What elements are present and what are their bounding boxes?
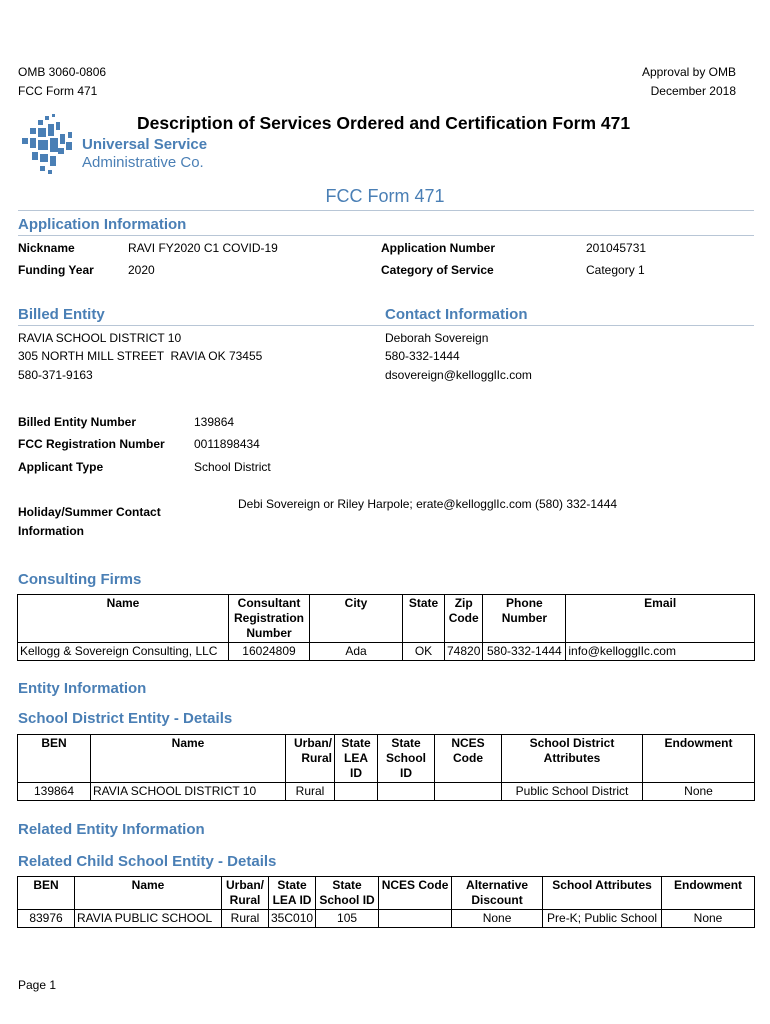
col-alt-discount: Alternative Discount xyxy=(452,877,543,910)
contact-name: Deborah Sovereign xyxy=(385,331,489,345)
holiday-contact-label-2: Information xyxy=(18,524,84,538)
related-child-heading: Related Child School Entity - Details xyxy=(18,853,277,870)
approval-text: Approval by OMB xyxy=(641,65,736,79)
child-alt-discount: None xyxy=(452,910,543,928)
form-subtitle: FCC Form 471 xyxy=(325,186,445,206)
col-nces: NCES Code xyxy=(435,735,502,783)
child-name: RAVIA PUBLIC SCHOOL xyxy=(75,910,222,928)
holiday-contact-label-1: Holiday/Summer Contact xyxy=(18,505,161,519)
billed-entity-address: 305 NORTH MILL STREET RAVIA OK 73455 xyxy=(18,349,263,363)
funding-year-value: 2020 xyxy=(128,263,155,277)
col-ben: BEN xyxy=(18,877,75,910)
district-nces xyxy=(435,783,502,801)
consultant-phone: 580-332-1444 xyxy=(483,643,566,661)
application-info-heading: Application Information xyxy=(18,216,187,233)
form-number: FCC Form 471 xyxy=(18,84,98,98)
logo-line2: Administrative Co. xyxy=(82,154,204,171)
col-attributes: School District Attributes xyxy=(502,735,643,783)
col-email: Email xyxy=(566,595,755,643)
school-district-table xyxy=(17,734,755,801)
col-endowment: Endowment xyxy=(643,735,755,783)
page-number: Page 1 xyxy=(18,978,57,992)
col-endowment: Endowment xyxy=(662,877,755,910)
page-title: Description of Services Ordered and Certification Form 471 xyxy=(137,113,631,133)
holiday-contact-value: Debi Sovereign or Riley Harpole; erate@kellogglIc.com (580) 332-1444 xyxy=(238,497,618,511)
consultant-zip: 74820 xyxy=(445,643,483,661)
table-row xyxy=(18,643,755,661)
application-number-label: Application Number xyxy=(381,241,496,255)
consultant-name: Kellogg & Sovereign Consulting, LLC xyxy=(18,643,229,661)
child-nces xyxy=(379,910,452,928)
district-endowment: None xyxy=(643,783,755,801)
table-header-row xyxy=(18,877,755,910)
district-lea xyxy=(335,783,378,801)
billed-entity-name: RAVIA SCHOOL DISTRICT 10 xyxy=(18,331,182,345)
col-urban: Urban/ Rural xyxy=(286,735,335,783)
child-lea: 35C010 xyxy=(269,910,316,928)
table-row xyxy=(18,910,755,928)
approval-date: December 2018 xyxy=(650,84,736,98)
col-school-id: State School ID xyxy=(316,877,379,910)
billed-entity-heading: Billed Entity xyxy=(18,306,105,323)
col-nces: NCES Code xyxy=(379,877,452,910)
child-endowment: None xyxy=(662,910,755,928)
consultant-state: OK xyxy=(403,643,445,661)
child-school-id: 105 xyxy=(316,910,379,928)
district-ben: 139864 xyxy=(18,783,91,801)
child-attributes: Pre-K; Public School xyxy=(543,910,662,928)
logo-line1: Universal Service xyxy=(82,136,208,153)
omb-number: OMB 3060-0806 xyxy=(18,65,107,79)
category-value: Category 1 xyxy=(586,263,645,277)
col-attributes: School Attributes xyxy=(543,877,662,910)
table-header-row xyxy=(18,735,755,783)
applicant-type-label: Applicant Type xyxy=(18,460,104,474)
table-row xyxy=(18,783,755,801)
consultant-email: info@kellogglIc.com xyxy=(566,643,755,661)
child-urban: Rural xyxy=(222,910,269,928)
application-number-value: 201045731 xyxy=(586,241,647,255)
consulting-firms-table xyxy=(17,594,755,661)
col-lea: State LEA ID xyxy=(335,735,378,783)
col-school-id: State School ID xyxy=(378,735,435,783)
col-city: City xyxy=(310,595,403,643)
col-lea: State LEA ID xyxy=(269,877,316,910)
table-header-row xyxy=(18,595,755,643)
ben-value: 139864 xyxy=(194,415,235,429)
applicant-type-value: School District xyxy=(194,460,271,474)
child-ben: 83976 xyxy=(18,910,75,928)
district-urban: Rural xyxy=(286,783,335,801)
col-state: State xyxy=(403,595,445,643)
col-urban: Urban/ Rural xyxy=(222,877,269,910)
district-school-id xyxy=(378,783,435,801)
nickname-value: RAVI FY2020 C1 COVID-19 xyxy=(128,241,278,255)
contact-email: dsovereign@kellogglIc.com xyxy=(385,368,532,382)
col-name: Name xyxy=(18,595,229,643)
frn-value: 0011898434 xyxy=(194,437,260,451)
related-entity-heading: Related Entity Information xyxy=(18,821,205,838)
col-name: Name xyxy=(91,735,286,783)
category-label: Category of Service xyxy=(381,263,494,277)
nickname-label: Nickname xyxy=(18,241,75,255)
contact-info-heading: Contact Information xyxy=(385,306,528,323)
col-name: Name xyxy=(75,877,222,910)
consultant-reg: 16024809 xyxy=(229,643,310,661)
col-zip: Zip Code xyxy=(445,595,483,643)
consulting-firms-heading: Consulting Firms xyxy=(18,571,142,588)
consultant-city: Ada xyxy=(310,643,403,661)
frn-label: FCC Registration Number xyxy=(18,437,165,451)
col-phone: Phone Number xyxy=(483,595,566,643)
school-district-heading: School District Entity - Details xyxy=(18,710,233,727)
district-attributes: Public School District xyxy=(502,783,643,801)
col-ben: BEN xyxy=(18,735,91,783)
entity-info-heading: Entity Information xyxy=(18,680,147,697)
billed-entity-phone: 580-371-9163 xyxy=(18,368,93,382)
col-registration: Consultant Registration Number xyxy=(229,595,310,643)
contact-phone: 580-332-1444 xyxy=(385,349,460,363)
ben-label: Billed Entity Number xyxy=(18,415,137,429)
district-name: RAVIA SCHOOL DISTRICT 10 xyxy=(91,783,286,801)
related-child-table xyxy=(17,876,755,928)
funding-year-label: Funding Year xyxy=(18,263,94,277)
